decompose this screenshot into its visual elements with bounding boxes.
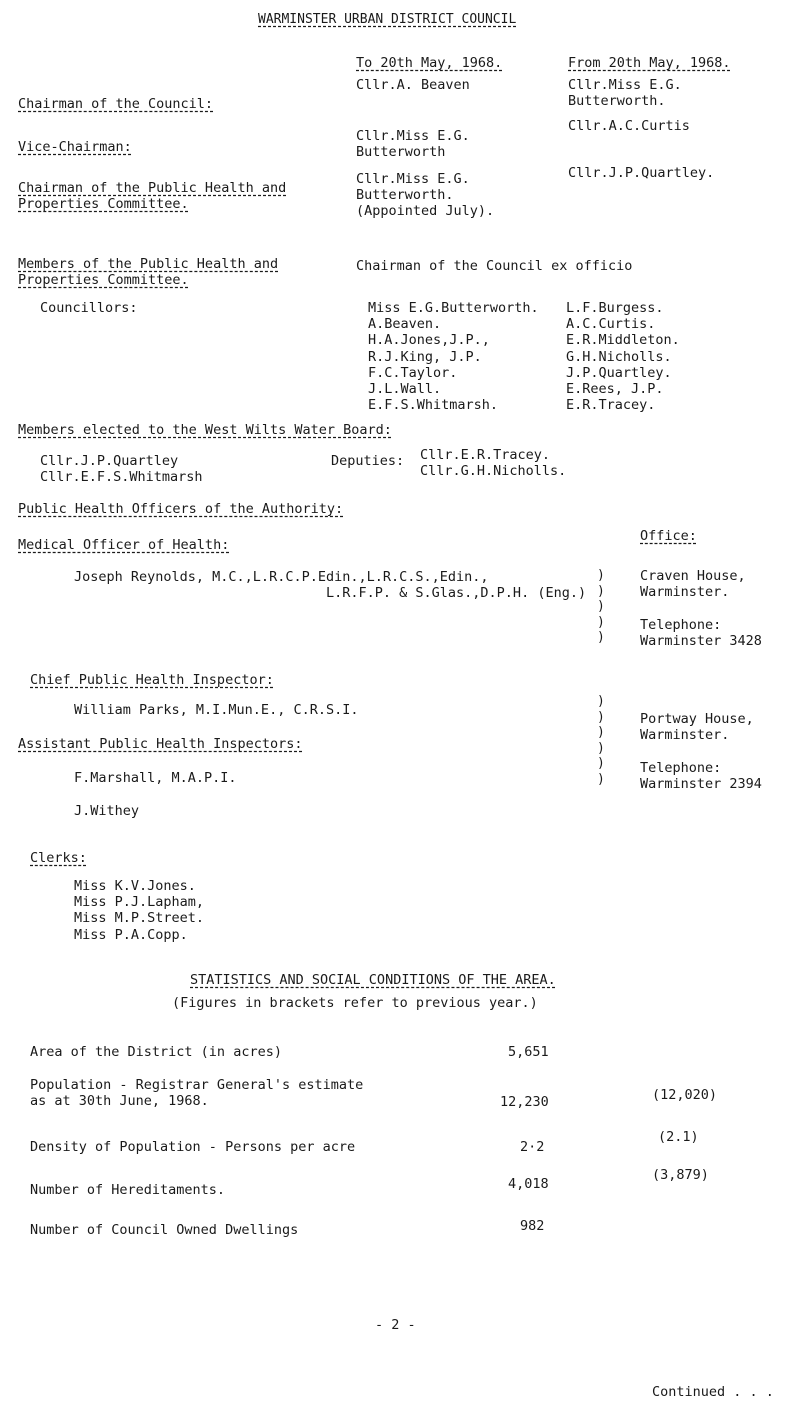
stat-row-density xyxy=(30,1139,355,1155)
councillor-name: A.Beaven. xyxy=(368,316,442,333)
office-address-line: Warminster. xyxy=(640,584,730,601)
stat-label: Number of Council Owned Dwellings xyxy=(30,1222,299,1238)
water-board-members xyxy=(40,453,203,485)
stat-label: Number of Hereditaments. xyxy=(30,1182,226,1198)
cphi-label: Chief Public Health Inspector: xyxy=(30,672,274,688)
deputy-name: Cllr.G.H.Nicholls. xyxy=(420,463,567,480)
office-address-line: Telephone: xyxy=(640,759,722,776)
deputies-list xyxy=(420,447,566,479)
column-heading-to: To 20th May, 1968. xyxy=(356,55,503,71)
deputies-label: Deputies: xyxy=(331,453,405,469)
clerk-name: Miss M.P.Street. xyxy=(74,910,205,927)
councillor-name: G.H.Nicholls. xyxy=(566,348,672,365)
chairman-from xyxy=(568,77,682,109)
stat-row-population xyxy=(30,1077,363,1109)
councillor-name: E.F.S.Whitmarsh. xyxy=(368,397,499,414)
office-address-line: Telephone: xyxy=(640,616,722,633)
stat-value-council-dwellings: 982 xyxy=(520,1218,545,1234)
moh-name xyxy=(74,569,586,601)
office-address-line xyxy=(640,600,762,616)
document-title: WARMINSTER URBAN DISTRICT COUNCIL xyxy=(258,12,517,27)
stat-previous-population: (12,020) xyxy=(652,1087,718,1103)
phi-office xyxy=(640,711,762,792)
councillor-name: A.C.Curtis. xyxy=(566,316,656,333)
members-label-line: Properties Committee. xyxy=(18,272,189,289)
column-heading-from: From 20th May, 1968. xyxy=(568,55,731,71)
moh-office xyxy=(640,568,762,649)
councillor-name: Miss E.G.Butterworth. xyxy=(368,300,539,316)
councillor-name: J.L.Wall. xyxy=(368,380,442,397)
moh-qualifications-line: Joseph Reynolds, M.C.,L.R.C.P.Edin.,L.R.C.S.,Edin., xyxy=(74,569,489,585)
chairman-to: Cllr.A. Beaven xyxy=(356,77,470,93)
office-label: Office: xyxy=(640,528,697,544)
aphi-name: J.Withey xyxy=(74,803,140,819)
stat-row-council-dwellings xyxy=(30,1222,298,1238)
moh-qualifications-line: L.R.F.P. & S.Glas.,D.P.H. (Eng.) xyxy=(326,585,587,602)
office-address-line: Warminster 2394 xyxy=(640,775,762,792)
clerk-name: Miss K.V.Jones. xyxy=(74,878,196,894)
ex-officio-line: Chairman of the Council ex officio xyxy=(356,258,633,274)
stat-row-area xyxy=(30,1044,282,1060)
councillor-name: J.P.Quartley. xyxy=(566,364,672,381)
stat-value-density: 2·2 xyxy=(520,1139,545,1155)
office-address-line: Portway House, xyxy=(640,711,754,727)
chairman-from-line: Cllr.Miss E.G. xyxy=(568,77,682,93)
clerk-name: Miss P.A.Copp. xyxy=(74,926,188,943)
phc-chairman-label-line: Properties Committee. xyxy=(18,196,189,213)
statistics-note: (Figures in brackets refer to previous year.) xyxy=(172,995,538,1011)
members-label xyxy=(18,256,278,288)
page-number: - 2 - xyxy=(375,1317,416,1333)
phc-chairman-to-line: Butterworth. xyxy=(356,187,454,204)
councillor-name: E.R.Tracey. xyxy=(566,397,656,414)
stat-value-area: 5,651 xyxy=(508,1044,549,1060)
vice-chairman-label: Vice-Chairman: xyxy=(18,139,132,155)
stat-label: Area of the District (in acres) xyxy=(30,1044,282,1060)
clerks-label: Clerks: xyxy=(30,850,87,866)
office-address-line xyxy=(640,743,762,759)
aphi-name: F.Marshall, M.A.P.I. xyxy=(74,770,237,786)
office-address-line: Craven House, xyxy=(640,568,746,584)
statistics-heading: STATISTICS AND SOCIAL CONDITIONS OF THE AREA. xyxy=(190,972,556,988)
councillor-name: R.J.King, J.P. xyxy=(368,348,482,365)
stat-label-continued: as at 30th June, 1968. xyxy=(30,1093,209,1110)
councillor-name: H.A.Jones,J.P., xyxy=(368,332,490,349)
continued-note: Continued . . . xyxy=(652,1384,774,1400)
water-board-member: Cllr.J.P.Quartley xyxy=(40,453,179,469)
moh-label: Medical Officer of Health: xyxy=(18,537,230,553)
water-board-label: Members elected to the West Wilts Water Board: xyxy=(18,422,392,438)
phc-chairman-to-line: Cllr.Miss E.G. xyxy=(356,171,470,187)
office-address-line: Warminster. xyxy=(640,727,730,744)
stat-label: Population - Registrar General's estimate xyxy=(30,1077,364,1093)
stat-row-hereditaments xyxy=(30,1182,225,1198)
members-label-line: Members of the Public Health and xyxy=(18,256,279,272)
deputy-name: Cllr.E.R.Tracey. xyxy=(420,447,551,463)
stat-label: Density of Population - Persons per acre xyxy=(30,1139,356,1155)
councillor-name: L.F.Burgess. xyxy=(566,300,664,316)
vice-chairman-to-line: Cllr.Miss E.G. xyxy=(356,128,470,144)
phc-chairman-to xyxy=(356,171,494,220)
phc-chairman-to-line: (Appointed July). xyxy=(356,203,495,220)
phi-bracket: ) ) ) ) ) ) xyxy=(597,694,605,787)
cphi-name: William Parks, M.I.Mun.E., C.R.S.I. xyxy=(74,702,359,718)
vice-chairman-to xyxy=(356,128,470,160)
councillor-name: F.C.Taylor. xyxy=(368,364,458,381)
chairman-from-line: Butterworth. xyxy=(568,93,666,110)
moh-bracket: ) ) ) ) ) xyxy=(597,568,605,646)
phc-chairman-from: Cllr.J.P.Quartley. xyxy=(568,165,715,181)
vice-chairman-to-line: Butterworth xyxy=(356,144,446,161)
water-board-member: Cllr.E.F.S.Whitmarsh xyxy=(40,469,203,486)
officers-heading: Public Health Officers of the Authority: xyxy=(18,501,344,517)
stat-value-hereditaments: 4,018 xyxy=(508,1176,549,1192)
councillors-column-2 xyxy=(566,300,680,413)
clerk-name: Miss P.J.Lapham, xyxy=(74,894,205,911)
councillor-name: E.R.Middleton. xyxy=(566,332,680,349)
phc-chairman-label-line: Chairman of the Public Health and xyxy=(18,180,287,196)
councillors-column-1 xyxy=(368,300,539,413)
office-address-line: Warminster 3428 xyxy=(640,632,762,649)
councillors-label: Councillors: xyxy=(40,300,138,316)
aphi-label: Assistant Public Health Inspectors: xyxy=(18,736,303,752)
stat-previous-hereditaments: (3,879) xyxy=(652,1167,709,1183)
chairman-label: Chairman of the Council: xyxy=(18,96,214,112)
clerks-list xyxy=(74,878,204,943)
phc-chairman-label xyxy=(18,180,286,212)
vice-chairman-from: Cllr.A.C.Curtis xyxy=(568,118,690,134)
councillor-name: E.Rees, J.P. xyxy=(566,380,664,397)
stat-value-population: 12,230 xyxy=(500,1094,549,1110)
stat-previous-density: (2.1) xyxy=(658,1129,699,1145)
